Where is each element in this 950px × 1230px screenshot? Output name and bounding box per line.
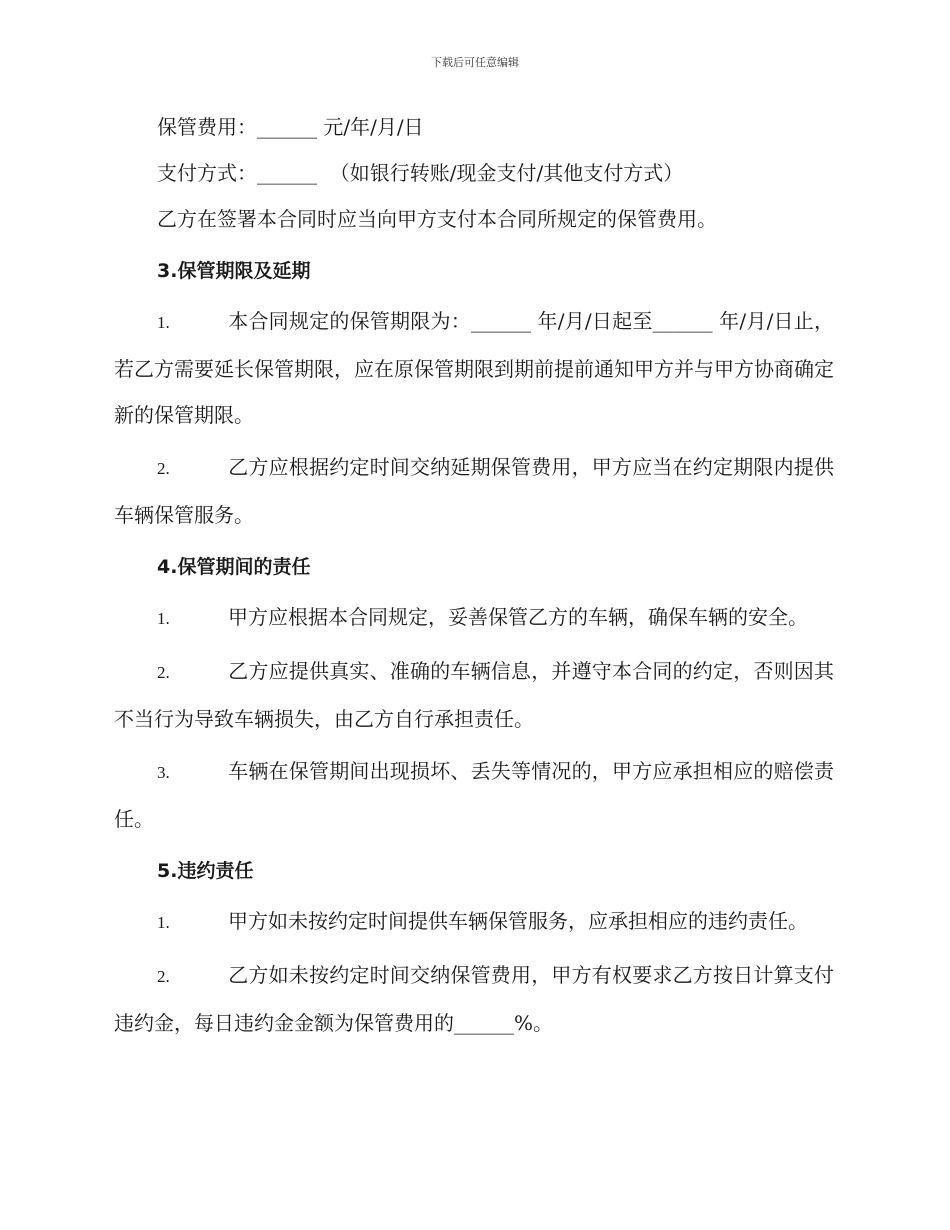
item-text: 甲方应根据本合同规定，妥善保管乙方的车辆，确保车辆的安全。 [228,605,808,629]
section-4-item-2 [114,648,834,742]
item-number: 2. [157,967,170,986]
item-number: 1. [157,313,170,332]
item-number: 1. [157,609,170,628]
page-header-note: 下载后可任意编辑 [431,56,519,69]
document-body [114,104,834,1052]
section-5-item-1 [114,898,834,946]
item-text: 乙方如未按约定时间交纳保管费用，甲方有权要求乙方按日计算支付违约金，每日违约金金额为保管费用的______%。 [114,963,834,1035]
section-4-item-1 [114,594,834,642]
section-3-item-2 [114,444,834,538]
item-text: 乙方应根据约定时间交纳延期保管费用，甲方应当在约定期限内提供车辆保管服务。 [114,455,834,527]
item-number: 1. [157,913,170,932]
payment-method-line: 支付方式：______ （如银行转账/现金支付/其他支付方式） [157,161,684,185]
item-number: 3. [157,763,170,782]
item-number: 2. [157,663,170,682]
section-4-heading: 4.保管期间的责任 [157,556,311,578]
section-5-heading: 5.违约责任 [157,860,254,882]
item-number: 2. [157,459,170,478]
item-text: 本合同规定的保管期限为：______ 年/月/日起至______ 年/月/日止，若乙方需要延长保管期限，应在原保管期限到期前提前通知甲方并与甲方协商确定新的保管期限。 [114,309,834,427]
payment-note: 乙方在签署本合同时应当向甲方支付本合同所规定的保管费用。 [157,207,717,231]
section-5-item-2 [114,952,834,1046]
section-3-heading: 3.保管期限及延期 [157,260,311,282]
item-text: 乙方应提供真实、准确的车辆信息，并遵守本合同的约定，否则因其不当行为导致车辆损失，由乙方自行承担责任。 [114,659,834,731]
item-text: 甲方如未按约定时间提供车辆保管服务，应承担相应的违约责任。 [228,909,808,933]
fee-line: 保管费用：______ 元/年/月/日 [157,115,424,139]
section-4-item-3 [114,748,834,842]
item-text: 车辆在保管期间出现损坏、丢失等情况的，甲方应承担相应的赔偿责任。 [114,759,834,831]
section-3-item-1 [114,298,834,438]
